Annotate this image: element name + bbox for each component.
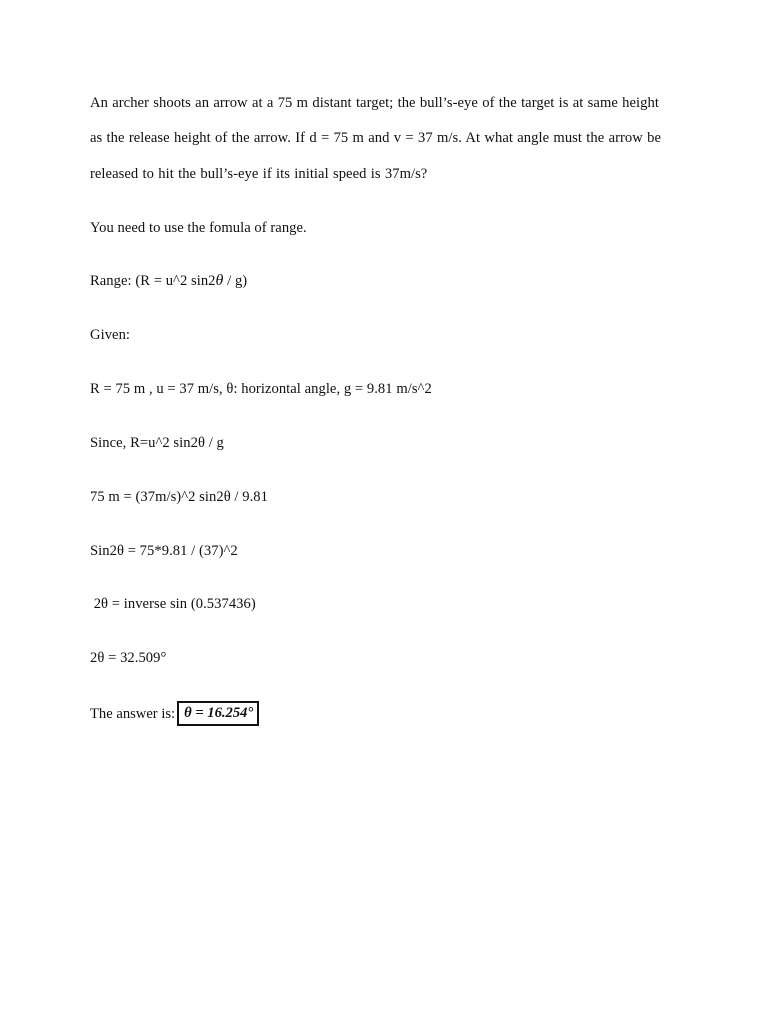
step-since: Since, R=u^2 sin2θ / g <box>90 435 224 451</box>
range-formula-theta: θ <box>215 272 224 289</box>
answer-box: θ = 16.254° <box>177 701 259 726</box>
given-values: R = 75 m , u = 37 m/s, θ: horizontal angle, g = 9.81 m/s^2 <box>90 381 432 397</box>
given-label: Given: <box>90 327 131 343</box>
problem-line-1: An archer shoots an arrow at a 75 m distant target; the bull’s-eye of the target is at same height <box>90 95 659 111</box>
step-substituted: 75 m = (37m/s)^2 sin2θ / 9.81 <box>90 489 268 505</box>
range-formula-suffix: / g) <box>223 273 248 289</box>
step-inverse: 2θ = inverse sin (0.537436) <box>90 596 256 612</box>
hint-text: You need to use the fomula of range. <box>90 220 307 236</box>
problem-line-2: as the release height of the arrow. If d = 75 m and v = 37 m/s. At what angle must the arrow be <box>90 130 662 146</box>
answer-line <box>90 702 259 727</box>
step-double-angle: 2θ = 32.509° <box>90 650 167 666</box>
range-formula <box>90 272 247 290</box>
answer-label: The answer is: <box>90 705 176 722</box>
step-sin-solved: Sin2θ = 75*9.81 / (37)^2 <box>90 543 238 559</box>
problem-line-3: released to hit the bull’s-eye if its initial speed is 37m/s? <box>90 166 428 182</box>
range-formula-prefix: Range: (R = u^2 sin2 <box>90 273 216 289</box>
